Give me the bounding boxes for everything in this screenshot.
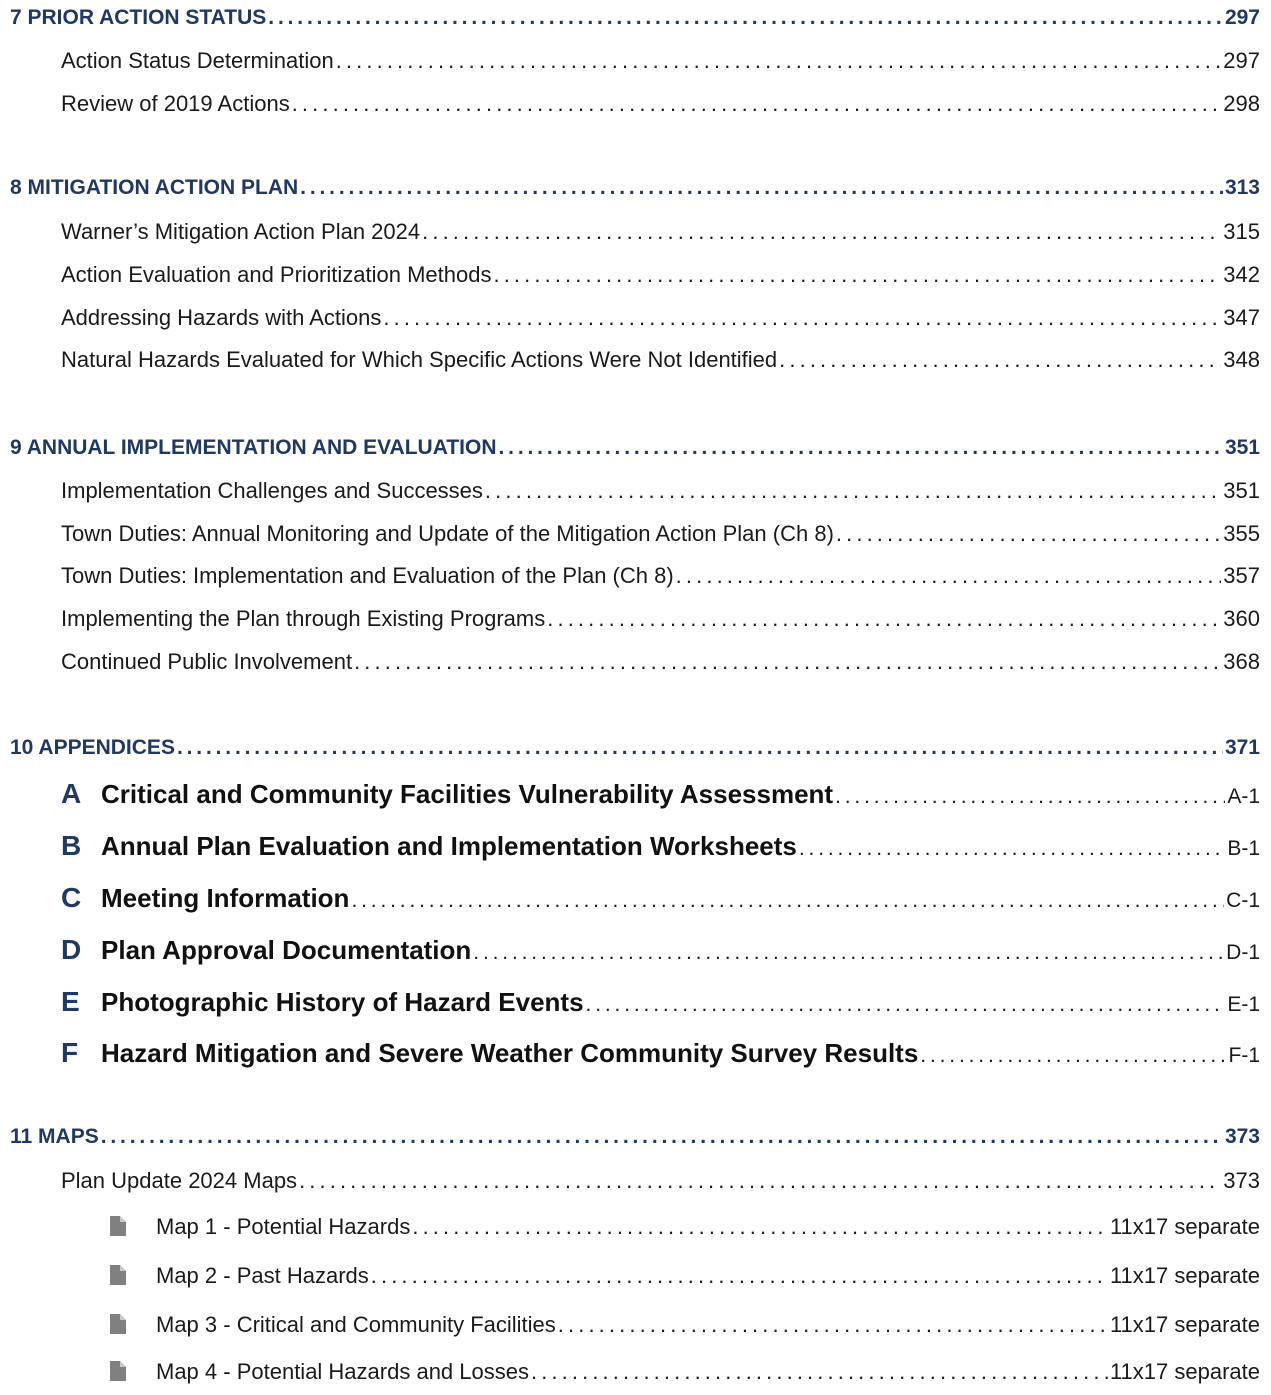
chapter-title: 8 MITIGATION ACTION PLAN [10,176,299,199]
dot-leader [473,941,1224,965]
entry-title: Action Status Determination [61,48,334,73]
page-number: C-1 [1226,889,1260,912]
appendix-heading [61,1037,918,1069]
page-number: 360 [1223,606,1260,631]
map-title: Map 3 - Critical and Community Facilities [156,1312,556,1337]
dot-leader [177,736,1223,760]
dot-leader [493,262,1221,288]
toc-appendix-d[interactable] [61,934,1260,966]
map-format: 11x17 separate [1109,1263,1260,1288]
dot-leader [485,478,1221,504]
appendix-title: Annual Plan Evaluation and Implementation Worksheets [101,831,797,861]
page-number: A-1 [1227,785,1260,808]
appendix-letter: D [61,934,82,965]
toc-map-1[interactable] [110,1214,1260,1240]
dot-leader [531,1359,1108,1385]
map-heading [110,1214,410,1240]
toc-chapter-8[interactable] [10,176,1260,200]
dot-leader [558,1312,1108,1338]
map-format: 11x17 separate [1109,1312,1260,1337]
page-number: E-1 [1227,993,1260,1016]
page-number: B-1 [1227,837,1260,860]
map-title: Map 2 - Past Hazards [156,1263,369,1288]
toc-entry[interactable] [61,606,1260,632]
toc-entry[interactable] [61,521,1260,547]
toc-map-3[interactable] [110,1312,1260,1338]
dot-leader [835,785,1225,809]
dot-leader [499,436,1223,460]
entry-title: Town Duties: Annual Monitoring and Update of the Mitigation Action Plan (Ch 8) [61,521,834,546]
toc-entry[interactable] [61,305,1260,331]
appendix-heading [61,830,797,862]
dot-leader [336,48,1222,74]
map-format: 11x17 separate [1109,1359,1260,1384]
page-number: 357 [1223,563,1260,588]
toc-map-2[interactable] [110,1263,1260,1289]
page-number: 373 [1223,1168,1260,1193]
entry-title: Continued Public Involvement [61,649,353,674]
map-heading [110,1312,556,1338]
dot-leader [676,563,1222,589]
map-title: Map 4 - Potential Hazards and Losses [156,1359,529,1384]
page-number: 342 [1223,262,1260,287]
dot-leader [799,837,1225,861]
appendix-title: Hazard Mitigation and Severe Weather Community Survey Results [101,1038,919,1068]
entry-title: Review of 2019 Actions [61,91,290,116]
page-number: F-1 [1228,1044,1260,1067]
page-number: 313 [1224,176,1260,199]
entry-title: Warner’s Mitigation Action Plan 2024 [61,219,421,244]
appendix-heading [61,778,833,810]
chapter-title: 11 MAPS [10,1125,99,1148]
toc-chapter-9[interactable] [10,436,1260,460]
map-heading [110,1263,369,1289]
toc-entry[interactable] [61,262,1260,288]
page-number: D-1 [1226,941,1260,964]
entry-title: Implementing the Plan through Existing Programs [61,606,546,631]
appendix-letter: A [61,778,82,809]
dot-leader [268,6,1223,30]
appendix-letter: E [61,986,80,1017]
map-format: 11x17 separate [1109,1214,1260,1239]
dot-leader [351,889,1224,913]
appendix-heading [61,882,349,914]
page-number: 348 [1223,347,1260,372]
dot-leader [354,649,1221,675]
appendix-letter: C [61,882,82,913]
appendix-title: Plan Approval Documentation [101,935,472,965]
toc-map-4[interactable] [110,1359,1260,1385]
toc-entry[interactable] [61,1168,1260,1194]
dot-leader [422,219,1221,245]
dot-leader [779,347,1221,373]
toc-entry[interactable] [61,219,1260,245]
dot-leader [586,993,1226,1017]
page-number: 297 [1224,6,1260,29]
appendix-letter: B [61,830,82,861]
dot-leader [300,176,1223,200]
page-number: 371 [1224,736,1260,759]
entry-title: Implementation Challenges and Successes [61,478,483,503]
entry-title: Natural Hazards Evaluated for Which Specific Actions Were Not Identified [61,347,778,372]
toc-appendix-c[interactable] [61,882,1260,914]
entry-title: Plan Update 2024 Maps [61,1168,298,1193]
page-number: 368 [1223,649,1260,674]
toc-entry[interactable] [61,478,1260,504]
page-number: 347 [1223,305,1260,330]
appendix-letter: F [61,1037,79,1068]
page-number: 298 [1223,91,1260,116]
document-icon [110,1216,126,1236]
page-number: 297 [1223,48,1260,73]
dot-leader [836,521,1221,547]
dot-leader [292,91,1222,117]
toc-entry[interactable] [61,48,1260,74]
toc-chapter-11[interactable] [10,1125,1260,1149]
dot-leader [547,606,1221,632]
dot-leader [920,1044,1226,1068]
map-title: Map 1 - Potential Hazards [156,1214,411,1239]
entry-title: Addressing Hazards with Actions [61,305,382,330]
toc-entry[interactable] [61,649,1260,675]
entry-title: Action Evaluation and Prioritization Methods [61,262,492,287]
toc-appendix-b[interactable] [61,830,1260,862]
document-icon [110,1265,126,1285]
toc-appendix-f[interactable] [61,1037,1260,1069]
appendix-heading [61,986,584,1018]
page-number: 351 [1223,478,1260,503]
dot-leader [412,1214,1108,1240]
chapter-title: 7 PRIOR ACTION STATUS [10,6,267,29]
dot-leader [299,1168,1221,1194]
toc-appendix-e[interactable] [61,986,1260,1018]
appendix-heading [61,934,471,966]
toc-appendix-a[interactable] [61,778,1260,810]
appendix-title: Critical and Community Facilities Vulnerability Assessment [101,779,834,809]
page-number: 351 [1224,436,1260,459]
toc-entry[interactable] [61,563,1260,589]
chapter-title: 10 APPENDICES [10,736,175,759]
toc-chapter-7[interactable] [10,6,1260,30]
entry-title: Town Duties: Implementation and Evaluation of the Plan (Ch 8) [61,563,674,588]
toc-chapter-10[interactable] [10,736,1260,760]
toc-entry[interactable] [61,91,1260,117]
document-icon [110,1314,126,1334]
page-number: 373 [1224,1125,1260,1148]
map-heading [110,1359,529,1385]
page-number: 315 [1223,219,1260,244]
dot-leader [371,1263,1108,1289]
dot-leader [383,305,1221,331]
page-number: 355 [1223,521,1260,546]
appendix-title: Photographic History of Hazard Events [101,987,584,1017]
document-icon [110,1361,126,1381]
appendix-title: Meeting Information [101,883,350,913]
toc-entry[interactable] [61,347,1260,373]
chapter-title: 9 ANNUAL IMPLEMENTATION AND EVALUATION [10,436,497,459]
dot-leader [101,1125,1223,1149]
